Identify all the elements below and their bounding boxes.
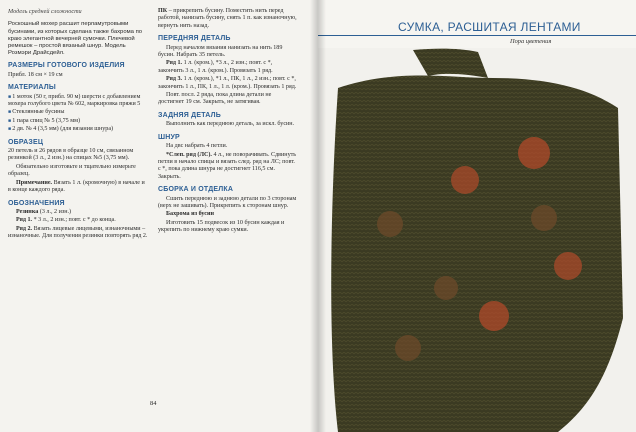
cord-label: *Слеп. ряд (ЛС). bbox=[166, 151, 212, 158]
notation-line bbox=[8, 217, 148, 224]
fringe-text: Изготовить 15 подвесок из 10 бусин каждая и укрепить по нижнему краю сумки. bbox=[158, 219, 285, 234]
flower-icon bbox=[531, 205, 557, 231]
page-subtitle: Пора цветения bbox=[510, 38, 552, 45]
page-number: 84 bbox=[150, 400, 157, 407]
assembly-heading: СБОРКА И ОТДЕЛКА bbox=[158, 186, 234, 194]
book-spine bbox=[310, 0, 326, 432]
materials-heading: МАТЕРИАЛЫ bbox=[8, 84, 56, 92]
back-text: Выполнить как переднюю деталь, за искл. бусин. bbox=[166, 121, 295, 128]
pk-text bbox=[158, 8, 298, 30]
row-label: Ряд 1. bbox=[166, 60, 183, 67]
front-row bbox=[158, 60, 298, 75]
assembly-text: Сшить переднюю и заднюю детали по 3 сторонам (верх не зашивать). Прикрепить к сторонам шнур. bbox=[158, 195, 297, 209]
bag-body bbox=[331, 76, 623, 432]
difficulty-label: Модель средней сложности bbox=[8, 8, 82, 15]
row-text: 1 л. (кром.), *1 л., ПК, 1 л., 2 изн.; повт. с *, закончить 1 л., ПК, 1 л., 1 л. (кром.). Провязать 1 ряд. bbox=[158, 76, 297, 90]
material-item: ■ 2 дв. № 4 (3,5 мм) (для вязания шнура) bbox=[8, 126, 148, 133]
notation-text: Вязать лицевые лицевыми, изнаночными – изнаночные. Для получения резинки повторять ряд 2. bbox=[8, 225, 148, 240]
notation-label: Резинка bbox=[16, 208, 39, 215]
sample-text: 20 петель и 26 рядов в образце 10 см, связанном резинкой (3 л., 2 изн.) на спицах №5 (3,75 мм). bbox=[8, 148, 134, 162]
notation-label: Ряд 2. bbox=[16, 225, 33, 232]
pk-label: ПК bbox=[158, 8, 168, 14]
flower-icon bbox=[554, 252, 582, 280]
flower-icon bbox=[377, 211, 403, 237]
notation-text: (3 л., 2 изн.) bbox=[38, 208, 72, 215]
pk-description: – прикрепить бусину. Поместить нить перед работой, нанизать бусину, снять 1 п. как изнаночную, вернуть нить назад. bbox=[158, 8, 297, 29]
material-item: ■ Стеклянные бусины bbox=[8, 109, 148, 116]
middle-column bbox=[158, 8, 298, 236]
material-item: ■ 1 моток (50 г, прибл. 90 м) шерсти с добавлением мохера голубого цвета № 602, маркировка пряжи 5 bbox=[8, 94, 148, 109]
intro-text: Роскошный мохер расшит перламутровыми бусинами, из которых сделана также бахрома по краю элегантной вечерней сумочки. Плечевой ремешок – простой вязаный шнур. Модель Розмэри Драйсдейл. bbox=[8, 21, 143, 57]
material-item: ■ 1 пара спиц № 5 (3,75 мм) bbox=[8, 118, 148, 125]
front-text: Перед началом вязания нанизать на нить 189 бусин. Набрать 35 петель. bbox=[158, 44, 283, 59]
notation-heading: ОБОЗНАЧЕНИЯ bbox=[8, 199, 65, 207]
sample-note bbox=[8, 180, 148, 195]
flower-icon bbox=[434, 276, 458, 300]
fringe-heading: Бахрома из бусин bbox=[166, 211, 215, 218]
cord-row bbox=[158, 152, 298, 182]
left-column bbox=[8, 8, 148, 242]
front-finish: Повт. посл. 2 ряда, пока длина детали не достигнет 19 см. Закрыть, не затягивая. bbox=[158, 92, 272, 106]
notation-line bbox=[8, 226, 148, 241]
note-label: Примечание. bbox=[16, 179, 53, 186]
front-heading: ПЕРЕДНЯЯ ДЕТАЛЬ bbox=[158, 35, 231, 43]
sizes-text: Прибл. 18 см × 19 см bbox=[8, 71, 63, 78]
front-row bbox=[158, 76, 298, 91]
sample-advice: Обязательно изготовьте и тщательно измерьте образец. bbox=[8, 163, 136, 178]
row-label: Ряд 3. bbox=[166, 76, 183, 83]
page-title: СУМКА, РАСШИТАЯ ЛЕНТАМИ bbox=[398, 20, 581, 34]
title-rule bbox=[318, 35, 636, 36]
note-text: Вязать 1 л. (кромочную) в начале и в конце каждого ряда. bbox=[8, 179, 145, 194]
flower-icon bbox=[479, 301, 509, 331]
notation-text: * 3 л., 2 изн.; повт. с * до конца. bbox=[32, 217, 116, 224]
cord-heading: ШНУР bbox=[158, 133, 180, 141]
bag-photo bbox=[318, 48, 636, 432]
notation-line bbox=[8, 209, 148, 216]
sample-heading: ОБРАЗЕЦ bbox=[8, 138, 44, 146]
cord-text: На двс набрать 4 петли. bbox=[166, 143, 228, 150]
cord-row-text: 4 л., не поворачивать. Сдвинуть петли в начало спицы и вязать след. ряд на ЛС; повт. с *, пока длина шнура не достигнет 116,5 см. Закрыть. bbox=[158, 151, 297, 180]
flower-icon bbox=[451, 166, 479, 194]
flower-icon bbox=[518, 137, 550, 169]
row-text: 1 л. (кром.), *3 л., 2 изн.; повт. с *, закончить 3 л., 1 л. (кром.). Провязать 1 ряд. bbox=[158, 60, 273, 74]
back-heading: ЗАДНЯЯ ДЕТАЛЬ bbox=[158, 111, 221, 119]
sizes-heading: РАЗМЕРЫ ГОТОВОГО ИЗДЕЛИЯ bbox=[8, 62, 125, 70]
flower-icon bbox=[395, 335, 421, 361]
notation-label: Ряд 1. bbox=[16, 217, 33, 224]
